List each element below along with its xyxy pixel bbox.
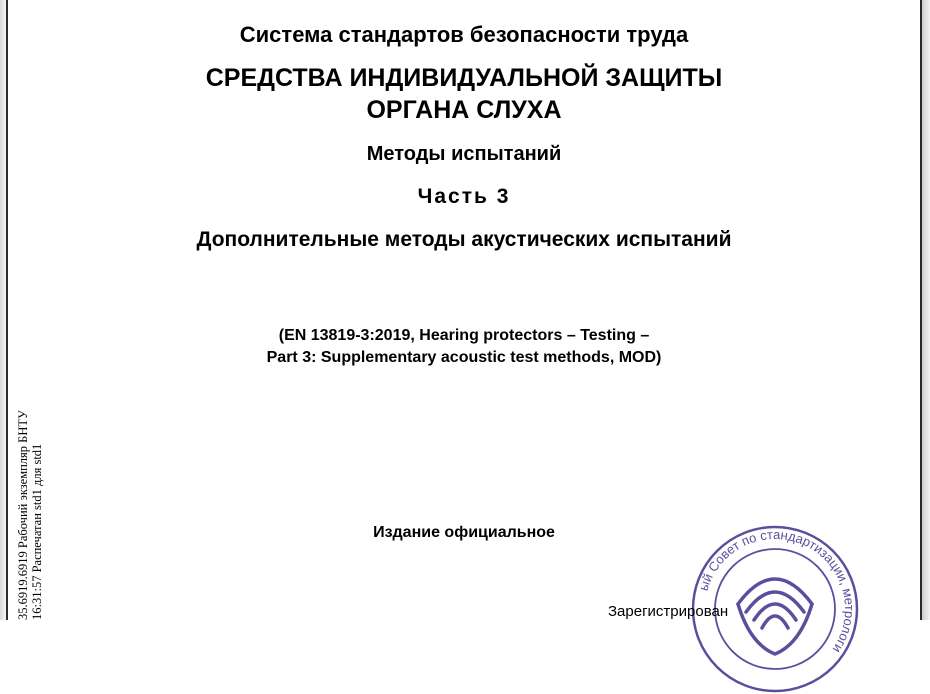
en-reference-line2: Part 3: Supplementary acoustic test methods, MOD) — [266, 349, 662, 366]
edition-label: Издание официальное — [373, 524, 555, 541]
methods-heading: Методы испытаний — [366, 143, 562, 165]
seal-ring-textpath: ый Совет по стандартизации, метрологи — [695, 526, 858, 656]
part-heading: Часть 3 — [417, 185, 511, 208]
seal-emblem-icon — [738, 579, 812, 654]
margin-stamp-line1: 35.6919.6919 Рабочий экземпляр БНТУ — [16, 410, 30, 620]
margin-stamp — [16, 330, 44, 620]
seal-inner-ring — [715, 549, 835, 669]
main-title-line1: СРЕДСТВА ИНДИВИДУАЛЬНОЙ ЗАЩИТЫ — [205, 64, 723, 92]
series-title: Система стандартов безопасности труда — [239, 22, 689, 47]
en-reference-line1: (EN 13819-3:2019, Hearing protectors – Testing – — [278, 327, 650, 344]
page-shadow-right — [922, 0, 930, 620]
registered-label: Зарегистрирован — [608, 603, 729, 620]
subject-heading: Дополнительные методы акустических испытаний — [196, 228, 732, 251]
main-title-line2: ОРГАНА СЛУХА — [366, 96, 562, 124]
margin-stamp-line2: 16:31:57 Распечатан std1 для std1 — [30, 443, 44, 620]
